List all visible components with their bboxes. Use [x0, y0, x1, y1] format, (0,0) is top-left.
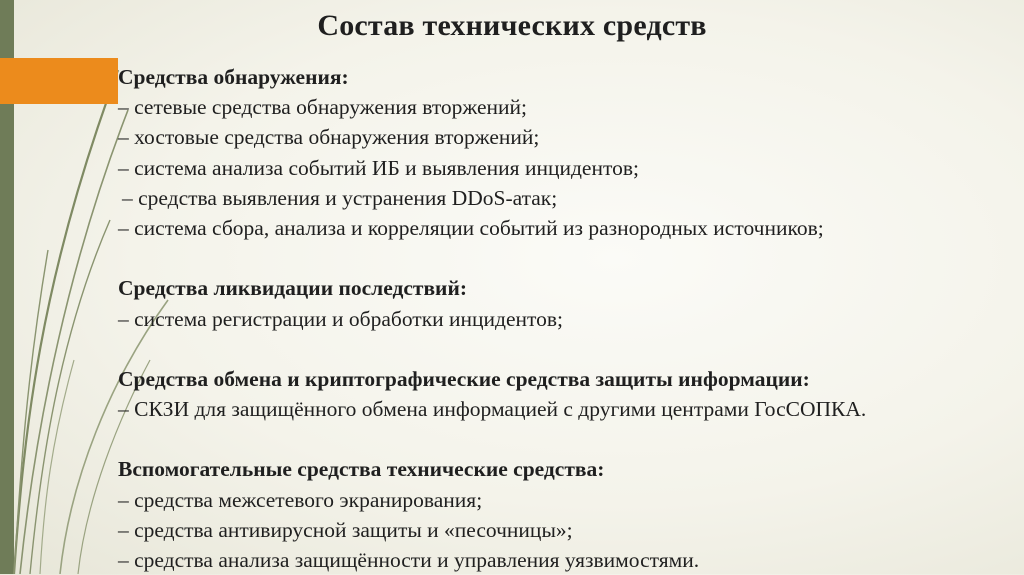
- section-heading-crypto: Средства обмена и криптографические средства защиты информации:: [118, 366, 810, 391]
- section-heading-liquidation: Средства ликвидации последствий:: [118, 276, 467, 301]
- orange-accent-bar: [0, 58, 118, 104]
- list-item: – хостовые средства обнаружения вторжений;: [118, 125, 540, 150]
- section-heading-auxiliary: Вспомогательные средства технические средства:: [118, 457, 605, 482]
- spacer: [118, 424, 1018, 454]
- list-item: – СКЗИ для защищённого обмена информацией с другими центрами ГосСОПКА.: [118, 397, 867, 422]
- list-item: – средства межсетевого экранирования;: [118, 487, 483, 512]
- slide-content: [118, 62, 1018, 575]
- list-item: – средства анализа защищённости и управления уязвимостями.: [118, 548, 700, 572]
- list-item: – сетевые средства обнаружения вторжений;: [118, 95, 528, 120]
- list-item: – средства выявления и устранения DDoS-атак;: [122, 185, 558, 210]
- slide-title: Состав технических средств: [317, 9, 707, 42]
- list-item: – система сбора, анализа и корреляции событий из разнородных источников;: [118, 215, 824, 240]
- list-item: – система регистрации и обработки инцидентов;: [118, 306, 564, 331]
- list-item: – средства антивирусной защиты и «песочницы»;: [118, 517, 573, 542]
- list-item: – система анализа событий ИБ и выявления инцидентов;: [118, 155, 639, 180]
- section-heading-detection: Средства обнаружения:: [118, 65, 349, 89]
- spacer: [118, 334, 1018, 364]
- spacer: [118, 243, 1018, 273]
